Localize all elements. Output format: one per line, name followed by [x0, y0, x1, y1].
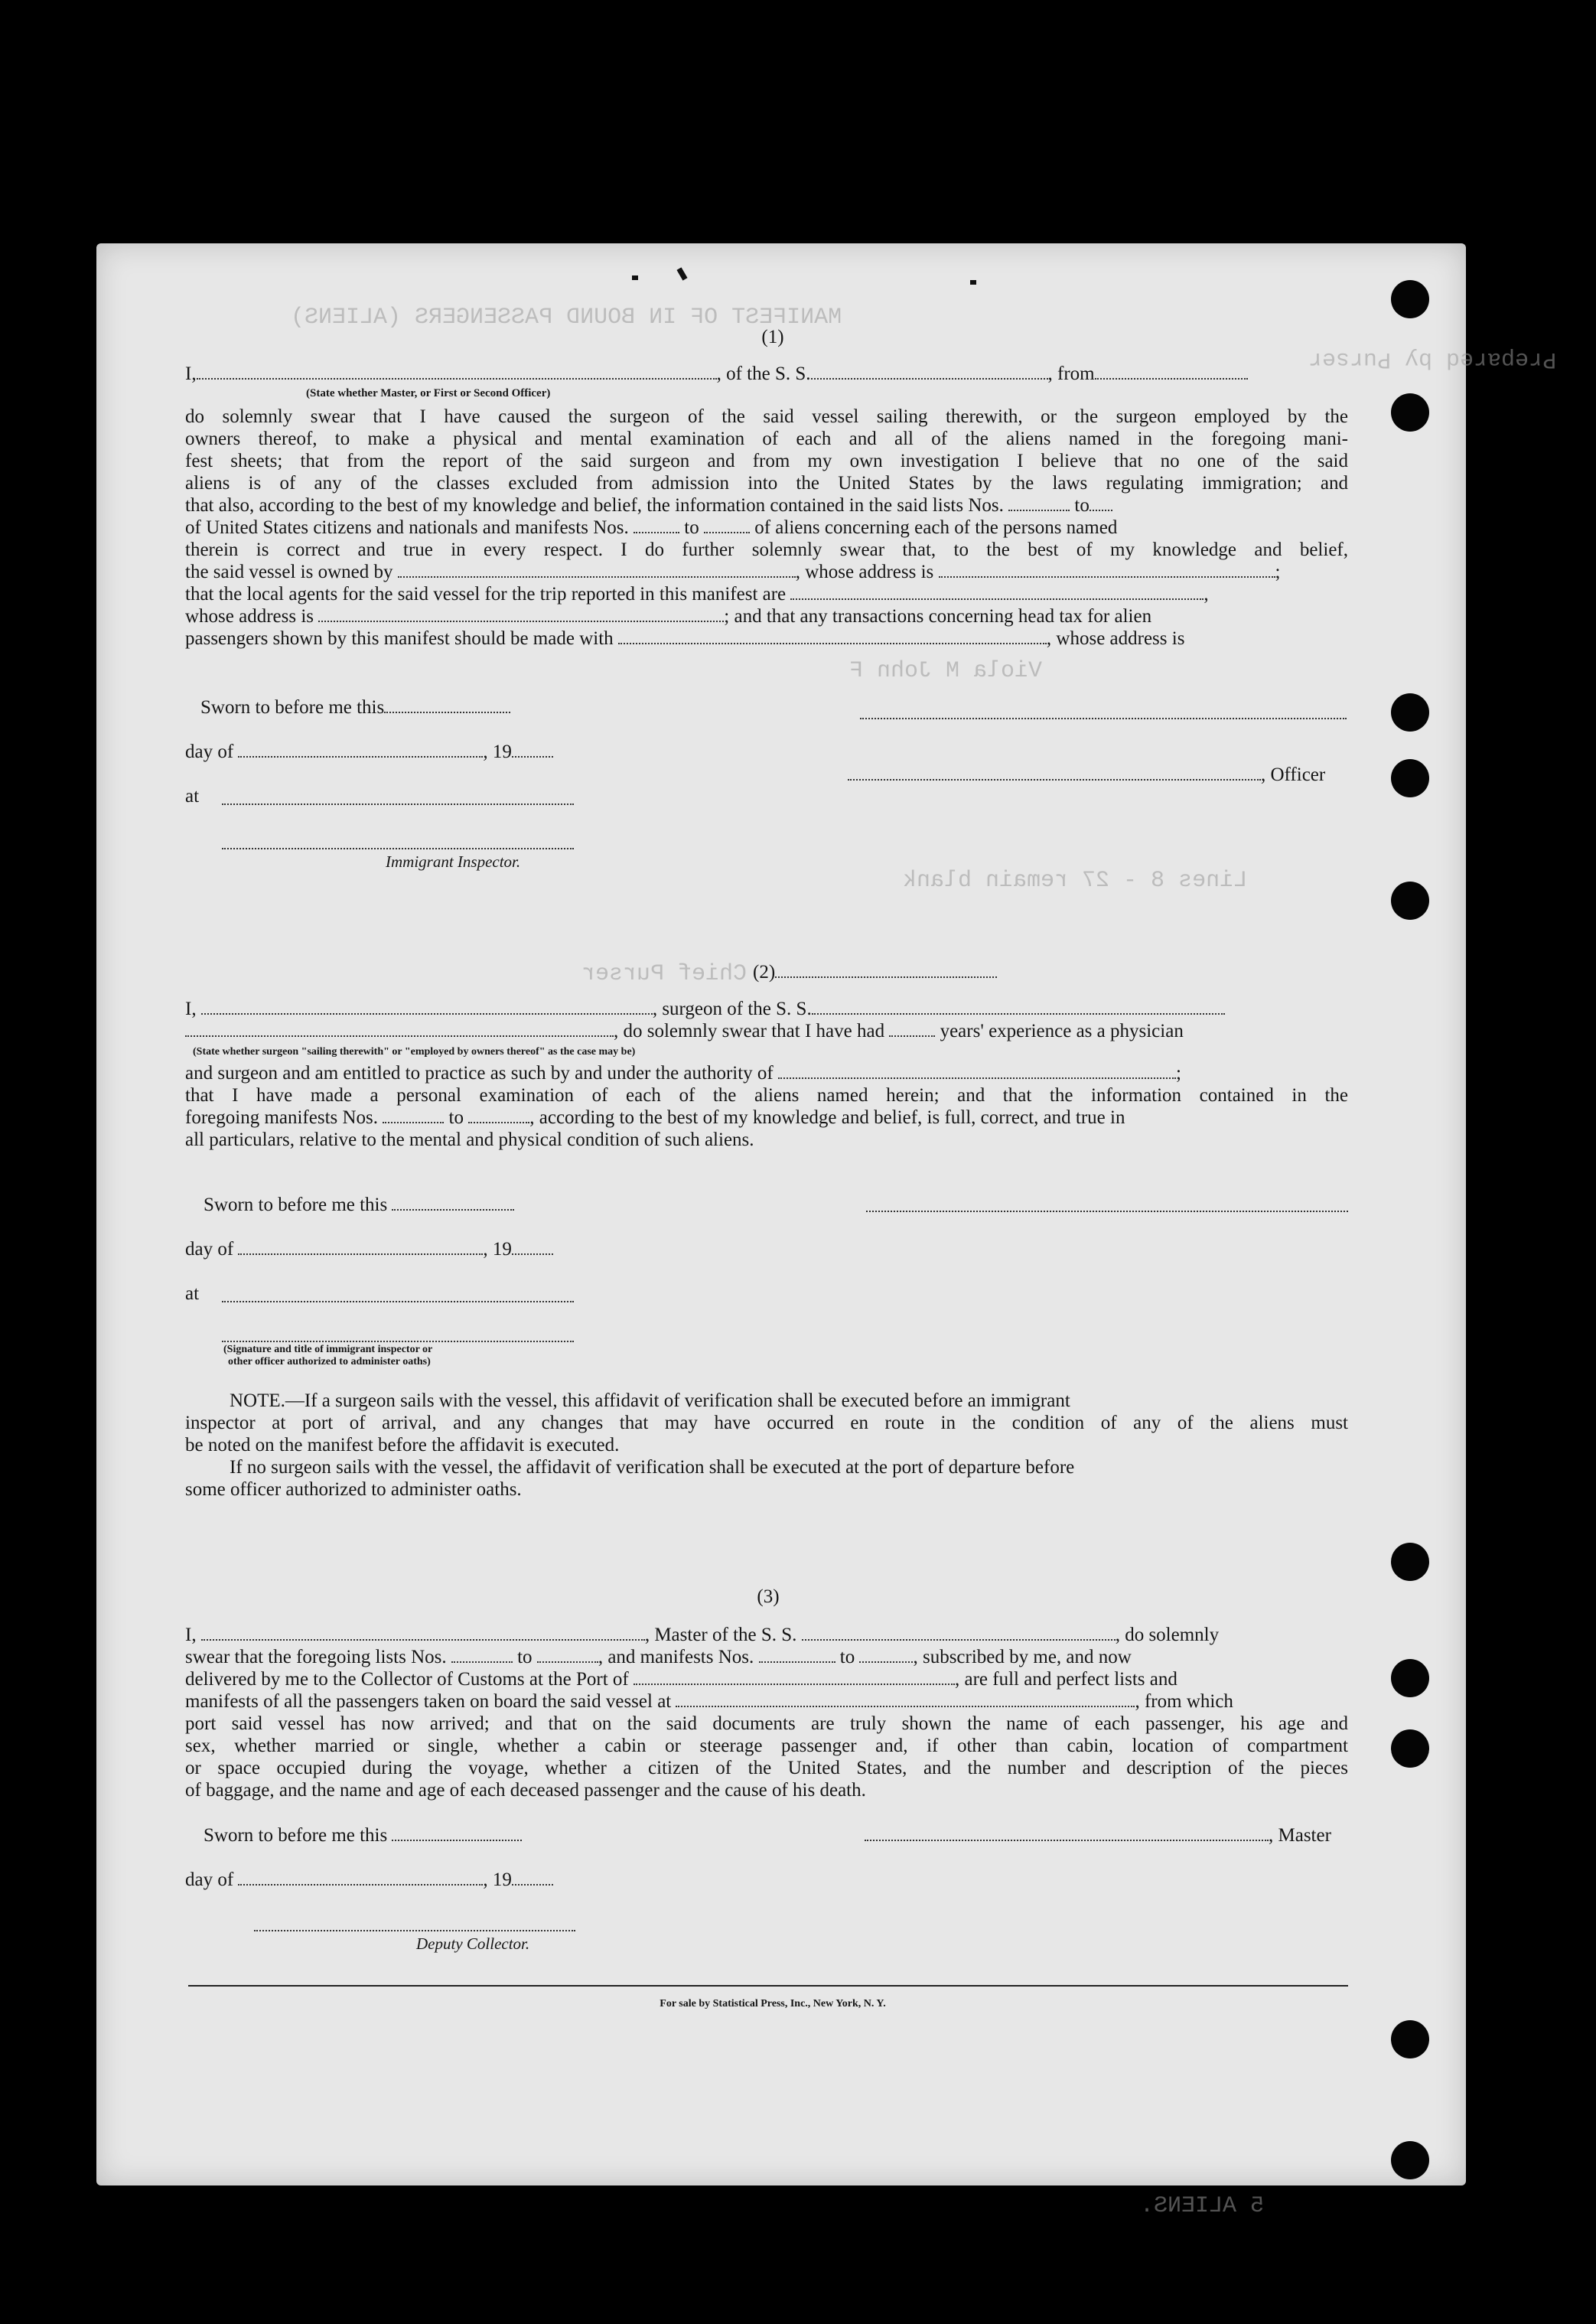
bleed-through-text: Viola M John F [849, 658, 1043, 684]
vessel-field[interactable] [811, 364, 1048, 380]
manifest-to-field[interactable] [704, 518, 750, 533]
bleed-through-text: MANIFEST OF IN BOUND PASSENGERS (ALIENS) [291, 305, 842, 331]
collector-signature-line[interactable] [254, 1930, 575, 1931]
manifest-from-field[interactable] [383, 1108, 444, 1123]
oath-text: passengers shown by this manifest should be made with , whose address is [185, 628, 1185, 649]
oath-text: foregoing manifests Nos. to , according to the best of my knowledge and belief, is full, correct, and true in [185, 1107, 1125, 1128]
oath-line: delivered by me to the Collector of Customs at the Port of , are full and perfect lists and [185, 1669, 1177, 1690]
sworn-label: Sworn to before me this [200, 696, 510, 719]
signature-caption: (Signature and title of immigrant inspector or [223, 1344, 433, 1355]
oath-text: of baggage, and the name and age of each deceased passenger and the cause of his death. [185, 1780, 866, 1801]
owner-field[interactable] [398, 562, 796, 578]
inspector-caption: Immigrant Inspector. [386, 852, 521, 871]
owner-address-field[interactable] [939, 562, 1275, 578]
oath-line: manifests of all the passengers taken on board the said vessel at , from which [185, 1691, 1233, 1712]
officer-label: , Officer [848, 764, 1325, 786]
punch-hole [1391, 280, 1429, 318]
departure-port-field[interactable] [676, 1692, 1135, 1707]
signature-line[interactable] [860, 718, 1347, 719]
list-from-field[interactable] [451, 1648, 513, 1663]
year-field[interactable] [512, 1870, 553, 1886]
day-of-label: day of , 19 [185, 741, 553, 763]
section-number: (2) [753, 961, 997, 983]
note-text: inspector at port of arrival, and any changes that may have occurred en route in the condition of any of the aliens must [185, 1413, 1348, 1433]
sworn-date-field[interactable] [384, 698, 510, 713]
note-text: be noted on the manifest before the affidavit is executed. [185, 1435, 620, 1455]
punch-hole [1391, 2020, 1429, 2058]
master-name-field[interactable] [201, 1625, 645, 1641]
sworn-label: Sworn to before me this [204, 1194, 514, 1216]
oath-line: , do solemnly swear that I have had years' experience as a physician [185, 1020, 1184, 1042]
oath-text: whose address is ; and that any transactions concerning head tax for alien [185, 606, 1152, 627]
oath-text: and surgeon and am entitled to practice as such by and under the authority of ; [185, 1063, 1181, 1084]
head-tax-field[interactable] [618, 629, 1047, 644]
month-field[interactable] [238, 742, 483, 758]
oath-line: swear that the foregoing lists Nos. to , and manifests Nos. to , subscribed by me, and now [185, 1647, 1132, 1667]
oath-text: that also, according to the best of my knowledge and belief, the information contained in the said lists Nos. to [185, 494, 1112, 517]
oath-text: do solemnly swear that I have caused the surgeon of the said vessel sailing therewith, or the surgeon employed by the [185, 406, 1348, 427]
note-text: some officer authorized to administer oaths. [185, 1479, 522, 1500]
oath-line: I, , Master of the S. S. , do solemnly [185, 1625, 1220, 1645]
punch-hole [1391, 882, 1429, 920]
inspector-signature-line[interactable] [222, 848, 574, 849]
field-note: (State whether Master, or First or Second Officer) [306, 387, 551, 399]
note-text: NOTE.—If a surgeon sails with the vessel, this affidavit of verification shall be executed before an immigrant [230, 1390, 1070, 1411]
bleed-through-text: Prepared by Purser [1308, 346, 1557, 372]
oath-text: all particulars, relative to the mental and physical condition of such aliens. [185, 1129, 754, 1150]
place-line[interactable] [222, 1301, 574, 1302]
section-number: (3) [757, 1586, 780, 1607]
oath-line: I, , of the S. S. , from [185, 363, 1248, 385]
deputy-caption: Deputy Collector. [416, 1934, 530, 1953]
oath-text: therein is correct and true in every respect. I do further solemnly swear that, to the best of my knowledge and belief, [185, 539, 1348, 560]
oath-text: the said vessel is owned by , whose address is ; [185, 562, 1281, 582]
name-field[interactable] [197, 364, 717, 380]
ink-mark [970, 280, 976, 285]
punch-hole [1391, 759, 1429, 797]
port-field[interactable] [1095, 364, 1248, 380]
sworn-date-field[interactable] [392, 1195, 514, 1211]
surgeon-signature-line[interactable] [866, 1211, 1348, 1212]
officer-signature-line[interactable] [222, 1341, 574, 1342]
sworn-date-field[interactable] [392, 1826, 522, 1841]
field-note: (State whether surgeon "sailing therewith" or "employed by owners thereof" as the case may be) [193, 1046, 636, 1058]
at-label: at [185, 1283, 200, 1304]
punch-hole [1391, 1659, 1429, 1697]
bleed-through-text: Lines 8 - 27 remain blank [903, 868, 1248, 894]
port-field[interactable] [634, 1670, 955, 1685]
month-field[interactable] [238, 1240, 483, 1255]
surgeon-status-field[interactable] [185, 1022, 614, 1037]
oath-text: of United States citizens and nationals and manifests Nos. to of aliens concerning each of the persons named [185, 517, 1118, 538]
note-text: If no surgeon sails with the vessel, the affidavit of verification shall be executed at the port of departure before [230, 1457, 1075, 1478]
list-from-field[interactable] [1008, 496, 1070, 511]
list-to-field[interactable] [537, 1648, 598, 1663]
signature-caption: other officer authorized to administer oaths) [228, 1356, 431, 1367]
oath-text: aliens is of any of the classes excluded from admission into the United States by the laws regulating immigration; and [185, 473, 1348, 494]
manifest-to-field[interactable] [468, 1108, 529, 1123]
vessel-field[interactable] [802, 1625, 1116, 1641]
agents-field[interactable] [790, 585, 1204, 600]
oath-text: owners thereof, to make a physical and mental examination of each and all of the aliens named in the foregoing mani- [185, 429, 1348, 449]
officer-signature-field[interactable] [848, 765, 1261, 781]
oath-text: that the local agents for the said vessel for the trip reported in this manifest are , [185, 584, 1209, 605]
surgeon-name-field[interactable] [201, 999, 653, 1015]
at-label: at [185, 786, 200, 807]
bleed-through-text: Chief Purser [581, 961, 748, 987]
publisher-footer: For sale by Statistical Press, Inc., New York, N. Y. [660, 1998, 886, 2009]
year-field[interactable] [512, 742, 553, 758]
vessel-field[interactable] [812, 999, 1225, 1015]
oath-text: that I have made a personal examination of each of the aliens named herein; and that the information contained in the [185, 1085, 1348, 1106]
list-to-field[interactable] [1090, 496, 1112, 511]
punch-hole [1391, 393, 1429, 432]
manifest-to-field[interactable] [859, 1648, 913, 1663]
oath-line: I, , surgeon of the S. S. [185, 998, 1225, 1020]
oath-text: sex, whether married or single, whether a cabin or steerage passenger and, if other than cabin, location of compartment [185, 1736, 1348, 1756]
master-label: , Master [865, 1824, 1331, 1846]
day-of-label: day of , 19 [185, 1869, 553, 1891]
master-signature-field[interactable] [865, 1826, 1269, 1841]
agent-address-field[interactable] [318, 607, 724, 622]
punch-hole [1391, 1543, 1429, 1581]
footer-rule [188, 1985, 1348, 1987]
authority-field[interactable] [778, 1064, 1176, 1079]
place-line[interactable] [222, 803, 574, 805]
bleed-through-text: 5 ALIENS. [1140, 2193, 1265, 2219]
years-field[interactable] [889, 1022, 935, 1037]
month-field[interactable] [238, 1870, 483, 1886]
punch-hole [1391, 693, 1429, 732]
oath-text: fest sheets; that from the report of the said surgeon and from my own investigation I believe that no one of the said [185, 451, 1348, 471]
manifest-from-field[interactable] [759, 1648, 835, 1663]
year-field[interactable] [512, 1240, 553, 1255]
manifest-from-field[interactable] [634, 518, 679, 533]
punch-hole [1391, 2141, 1429, 2179]
sworn-label: Sworn to before me this [204, 1824, 522, 1846]
ink-mark [632, 275, 638, 280]
punch-hole [1391, 1729, 1429, 1768]
oath-text: or space occupied during the voyage, whether a citizen of the United States, and the number and description of the pieces [185, 1758, 1348, 1778]
oath-text: port said vessel has now arrived; and that on the said documents are truly shown the name of each passenger, his age and [185, 1713, 1348, 1734]
day-of-label: day of , 19 [185, 1238, 553, 1260]
section-number: (1) [761, 327, 784, 347]
